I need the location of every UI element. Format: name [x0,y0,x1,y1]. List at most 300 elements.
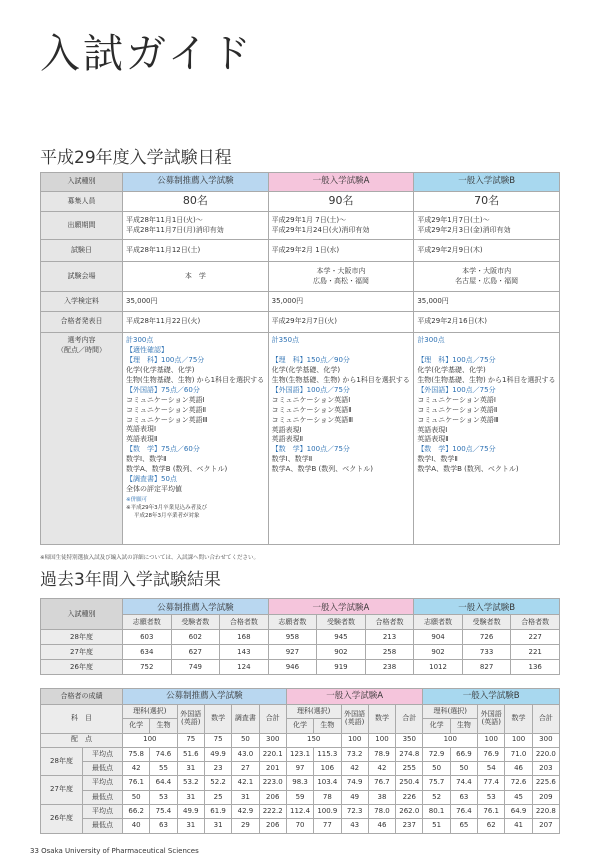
result-value: 168 [220,630,269,645]
avg-value: 78.0 [368,805,395,819]
foreign-line: 外国語 [480,710,502,719]
min-value: 31 [204,819,231,833]
avg-value: 74.6 [150,747,177,761]
result-value: 752 [123,660,172,675]
avg-value: 72.9 [423,747,450,761]
period-end: 平成28年11月7日(月)消印有効 [126,225,224,234]
exam-fee: 35,000円 [268,292,414,312]
year-label: 26年度 [41,805,83,834]
result-value: 733 [462,645,511,660]
foreign-lang [478,705,505,734]
subject-line: 生物(生物基礎、生物) から1科目を選択する [126,375,265,384]
table-row [41,660,560,675]
exam-venue [268,262,414,292]
subject-line: コミュニケーション英語Ⅰ [126,395,205,404]
results-table [40,598,560,675]
min-value: 42 [123,762,150,776]
math-heading: 【数 学】100点／75分 [271,445,350,454]
min-value: 63 [450,790,477,804]
subheader: 志願者数 [123,615,172,630]
col-header-ippan-a: 一般入学試験A [268,173,414,192]
min-value: 45 [505,790,532,804]
subheader: 受験者数 [317,615,366,630]
content-ippan-b [414,333,560,545]
min-value: 31 [177,762,204,776]
avg-value: 80.1 [423,805,450,819]
exam-date: 平成29年2月9日(木) [414,240,560,262]
subject-line: 数学A、数学B (数列、ベクトル) [417,465,519,474]
avg-value: 71.0 [505,747,532,761]
min-value: 78 [314,790,341,804]
subject-line: 数学A、数学B (数列、ベクトル) [126,465,228,474]
subject-line: 英語表現Ⅱ [417,435,449,444]
schedule-heading: 平成29年度入学試験日程 [40,148,232,168]
exam-venue [414,262,560,292]
avg-value: 222.2 [259,805,286,819]
min-value: 226 [396,790,423,804]
min-value: 42 [368,762,395,776]
row-label: 出願期間 [41,212,123,240]
foreign-line: 外国語 [344,710,366,719]
avg-value: 220.0 [532,747,559,761]
result-value: 124 [220,660,269,675]
subject-line: 生物(生物基礎、生物) から1科目を選択する [271,375,410,384]
min-value: 52 [423,790,450,804]
result-value: 634 [123,645,172,660]
col-header-ippan-a: 一般入学試験A [268,599,414,615]
subheader: 合格者数 [365,615,414,630]
min-value: 31 [177,790,204,804]
min-value: 63 [150,819,177,833]
year-label: 28年度 [41,630,123,645]
min-value: 46 [368,819,395,833]
result-value: 1012 [414,660,463,675]
announce-date: 平成28年11月22日(火) [123,312,269,333]
alloc-value: 100 [505,733,532,747]
result-value: 143 [220,645,269,660]
result-value: 958 [268,630,317,645]
avg-value: 100.9 [314,805,341,819]
subject-line: コミュニケーション英語Ⅱ [126,405,207,414]
alloc-value: 150 [286,733,341,747]
subject-line: コミュニケーション英語Ⅰ [271,395,351,404]
chem-col: 化学 [123,719,150,733]
row-label-content [41,333,123,545]
page-title: 入試ガイド [40,31,254,77]
avg-value: 42.1 [232,776,259,790]
total-col: 合計 [259,705,286,734]
subject-line: 全体の評定平均値 [126,485,182,494]
result-value: 227 [511,630,560,645]
avg-value: 49.9 [204,747,231,761]
math-heading: 【数 学】75点／60分 [126,445,200,454]
science-heading: 【理 科】150点／90分 [271,355,350,364]
subject-line: 英語表現Ⅱ [126,435,158,444]
result-value: 136 [511,660,560,675]
subject-line: 数学Ⅰ、数学Ⅱ [126,455,167,464]
min-value: 207 [532,819,559,833]
col-header-ippan-b: 一般入学試験B [414,173,560,192]
min-value: 54 [478,762,505,776]
table-row [41,805,560,819]
min-value: 62 [478,819,505,833]
avg-value: 52.2 [204,776,231,790]
rika-select: 理科(選択) [286,705,341,719]
avg-value: 76.7 [368,776,395,790]
schedule-table [40,172,560,545]
exam-date: 平成29年2月 1日(水) [268,240,414,262]
min-value: 50 [123,790,150,804]
avg-value: 76.4 [450,805,477,819]
result-value: 213 [365,630,414,645]
exam-fee: 35,000円 [414,292,560,312]
col-header-ippan-b: 一般入学試験B [414,599,560,615]
scores-corner: 合格者の成績 [41,689,123,705]
min-value: 70 [286,819,313,833]
avg-value: 73.2 [341,747,368,761]
subject-line: 化学(化学基礎、化学) [417,365,486,374]
avg-label: 平均点 [83,776,123,790]
alloc-value: 75 [177,733,204,747]
min-value: 25 [204,790,231,804]
min-value: 49 [341,790,368,804]
result-value: 946 [268,660,317,675]
table-row [41,762,560,776]
application-period [414,212,560,240]
alloc-value: 100 [123,733,178,747]
avg-value: 98.3 [286,776,313,790]
content-sublabel: （配点／時間） [57,345,106,354]
bio-col: 生物 [450,719,477,733]
subject-line: 数学A、数学B (数列、ベクトル) [271,465,373,474]
min-value: 97 [286,762,313,776]
avg-value: 76.9 [478,747,505,761]
chem-col: 化学 [286,719,313,733]
avg-value: 78.9 [368,747,395,761]
result-value: 238 [365,660,414,675]
min-value: 46 [505,762,532,776]
row-label: 募集人員 [41,192,123,212]
content-label: 選考内容 [67,336,96,344]
min-label: 最低点 [83,819,123,833]
avg-value: 64.4 [150,776,177,790]
table-row [41,790,560,804]
subject-line: コミュニケーション英語Ⅲ [417,415,499,424]
min-value: 203 [532,762,559,776]
result-value: 902 [317,645,366,660]
capacity-value: 90名 [268,192,414,212]
alloc-value: 300 [259,733,286,747]
subheader: 受験者数 [171,615,220,630]
min-value: 255 [396,762,423,776]
avg-value: 76.1 [123,776,150,790]
period-start: 平成29年1月7日(土)～ [417,216,490,225]
avg-value: 115.3 [314,747,341,761]
subheader: 合格者数 [511,615,560,630]
avg-value: 75.4 [150,805,177,819]
subject-line: 英語表現Ⅰ [271,425,302,434]
avg-value: 223.0 [259,776,286,790]
chem-col: 化学 [423,719,450,733]
min-value: 201 [259,762,286,776]
row-label: 合格者発表日 [41,312,123,333]
row-label: 入学検定料 [41,292,123,312]
science-heading: 【理 科】100点／75分 [126,355,205,364]
rika-select: 理科(選択) [123,705,178,719]
avg-value: 274.8 [396,747,423,761]
total-score: 計350点 [271,336,300,344]
year-label: 27年度 [41,776,83,805]
min-value: 206 [259,790,286,804]
min-value: 41 [505,819,532,833]
avg-value: 75.8 [123,747,150,761]
result-value: 945 [317,630,366,645]
alloc-value: 75 [204,733,231,747]
min-value: 237 [396,819,423,833]
min-value: 55 [150,762,177,776]
condition-note: ※平成29年3月卒業見込み者及び [126,504,208,511]
venue-line: 本学・大阪市内 [462,267,512,276]
alloc-value: 100 [368,733,395,747]
venue-line: 広島・高松・福岡 [312,276,369,285]
survey-heading: 【調査書】50点 [126,475,177,484]
min-value: 31 [177,819,204,833]
subject-line: コミュニケーション英語Ⅲ [126,415,208,424]
total-col: 合計 [532,705,559,734]
scores-table [40,688,560,834]
year-label: 27年度 [41,645,123,660]
alloc-value: 100 [423,733,478,747]
rika-select: 理科(選択) [423,705,478,719]
min-value: 38 [368,790,395,804]
aptitude-heading: 【適性確認】 [126,345,168,354]
col-header-suisen: 公募制推薦入学試験 [123,689,287,705]
avg-label: 平均点 [83,747,123,761]
subject-line: コミュニケーション英語Ⅲ [271,415,354,424]
exam-fee: 35,000円 [123,292,269,312]
avg-value: 77.4 [478,776,505,790]
math-col: 数学 [204,705,231,734]
year-label: 26年度 [41,660,123,675]
result-value: 221 [511,645,560,660]
avg-value: 103.4 [314,776,341,790]
subject-line: 英語表現Ⅱ [271,435,304,444]
period-end: 平成29年1月24日(火)消印有効 [271,225,370,234]
bio-col: 生物 [150,719,177,733]
table-row [41,630,560,645]
total-score: 計300点 [126,336,154,344]
min-label: 最低点 [83,790,123,804]
foreign-lang [177,705,204,734]
content-suisen [123,333,269,545]
avg-value: 74.9 [341,776,368,790]
year-label: 28年度 [41,747,83,776]
col-header-ippan-b: 一般入学試験B [423,689,560,705]
result-value: 904 [414,630,463,645]
avg-value: 250.4 [396,776,423,790]
foreign-line: (英語) [344,717,365,726]
avg-value: 66.9 [450,747,477,761]
schedule-note: ※帰国生徒特別選抜入試及び編入試の詳細については、入試課へ問い合わせてください。 [40,555,260,561]
min-value: 65 [450,819,477,833]
scores-body [41,747,560,833]
min-value: 43 [341,819,368,833]
english-heading: 【外国語】75点／60分 [126,385,200,394]
subject-line: 数学Ⅰ、数学Ⅱ [417,455,458,464]
alloc-value: 50 [232,733,259,747]
table-row [41,776,560,790]
min-value: 50 [450,762,477,776]
announce-date: 平成29年2月7日(火) [268,312,414,333]
subject-line: 化学(化学基礎、化学) [126,365,195,374]
min-value: 53 [478,790,505,804]
min-value: 59 [286,790,313,804]
alloc-label: 配 点 [41,733,123,747]
result-value: 627 [171,645,220,660]
alloc-value: 100 [478,733,505,747]
capacity-value: 70名 [414,192,560,212]
row-label: 試験会場 [41,262,123,292]
subject-line: 生物(生物基礎、生物) から1科目を選択する [417,375,556,384]
min-value: 29 [232,819,259,833]
condition-note: ※併願可 [126,497,148,503]
subject-line: 化学(化学基礎、化学) [271,365,341,374]
min-value: 27 [232,762,259,776]
page-footer: 33 Osaka University of Pharmaceutical Sciences [30,847,199,855]
result-value: 258 [365,645,414,660]
period-start: 平成29年1月 7日(土)～ [271,216,347,225]
result-value: 927 [268,645,317,660]
science-heading: 【理 科】100点／75分 [417,355,496,364]
subject-label: 科 目 [41,705,123,734]
exam-date: 平成28年11月12日(土) [123,240,269,262]
avg-value: 61.9 [204,805,231,819]
math-heading: 【数 学】100点／75分 [417,445,496,454]
english-heading: 【外国語】100点／75分 [271,385,350,394]
min-value: 40 [123,819,150,833]
min-value: 50 [423,762,450,776]
avg-value: 72.6 [505,776,532,790]
venue-line: 名古屋・広島・福岡 [455,276,519,285]
alloc-value: 350 [396,733,423,747]
min-value: 209 [532,790,559,804]
capacity-value: 80名 [123,192,269,212]
subject-line: 数学Ⅰ、数学Ⅱ [271,455,313,464]
row-label: 試験日 [41,240,123,262]
result-value: 749 [171,660,220,675]
col-header-ippan-a: 一般入学試験A [286,689,423,705]
survey-col: 調査書 [232,705,259,734]
avg-value: 123.1 [286,747,313,761]
subject-line: コミュニケーション英語Ⅱ [271,405,352,414]
result-value: 902 [414,645,463,660]
avg-value: 49.9 [177,805,204,819]
period-end: 平成29年2月3日(金)消印有効 [417,225,511,234]
subheader: 合格者数 [220,615,269,630]
total-score: 計300点 [417,336,445,344]
min-value: 51 [423,819,450,833]
table-row [41,747,560,761]
avg-value: 225.6 [532,776,559,790]
announce-date: 平成29年2月16日(木) [414,312,560,333]
min-value: 53 [150,790,177,804]
avg-value: 112.4 [286,805,313,819]
results-body [41,630,560,675]
schedule-corner: 入試種別 [41,173,123,192]
venue-line: 本学・大阪市内 [316,267,366,276]
min-value: 23 [204,762,231,776]
avg-value: 64.9 [505,805,532,819]
math-col: 数学 [368,705,395,734]
result-value: 919 [317,660,366,675]
avg-value: 43.0 [232,747,259,761]
content-ippan-a [268,333,414,545]
avg-value: 220.8 [532,805,559,819]
avg-value: 262.0 [396,805,423,819]
result-value: 602 [171,630,220,645]
avg-value: 51.6 [177,747,204,761]
alloc-value: 300 [532,733,559,747]
table-row [41,645,560,660]
avg-value: 42.9 [232,805,259,819]
condition-note: 平成28年3月卒業者が対象 [134,512,200,519]
foreign-line: (英語) [181,717,201,726]
foreign-lang [341,705,368,734]
avg-value: 74.4 [450,776,477,790]
avg-value: 220.1 [259,747,286,761]
min-value: 206 [259,819,286,833]
subject-line: コミュニケーション英語Ⅰ [417,395,496,404]
results-corner: 入試種別 [41,599,123,630]
period-start: 平成28年11月1日(火)～ [126,216,203,225]
application-period [268,212,414,240]
application-period [123,212,269,240]
table-row [41,819,560,833]
min-value: 106 [314,762,341,776]
col-header-suisen: 公募制推薦入学試験 [123,173,269,192]
min-value: 77 [314,819,341,833]
bio-col: 生物 [314,719,341,733]
subject-line: 英語表現Ⅰ [126,425,157,434]
foreign-line: 外国語 [180,710,202,719]
subject-line: コミュニケーション英語Ⅱ [417,405,498,414]
avg-value: 76.1 [478,805,505,819]
avg-value: 72.3 [341,805,368,819]
min-value: 42 [341,762,368,776]
subheader: 志願者数 [268,615,317,630]
min-value: 31 [232,790,259,804]
math-col: 数学 [505,705,532,734]
result-value: 827 [462,660,511,675]
avg-value: 53.2 [177,776,204,790]
result-value: 726 [462,630,511,645]
total-col: 合計 [396,705,423,734]
exam-venue: 本 学 [123,262,269,292]
avg-value: 66.2 [123,805,150,819]
results-heading: 過去3年間入学試験結果 [40,570,221,590]
result-value: 603 [123,630,172,645]
subheader: 受験者数 [462,615,511,630]
col-header-suisen: 公募制推薦入学試験 [123,599,269,615]
foreign-line: (英語) [481,717,501,726]
english-heading: 【外国語】100点／75分 [417,385,496,394]
subheader: 志願者数 [414,615,463,630]
avg-value: 75.7 [423,776,450,790]
avg-label: 平均点 [83,805,123,819]
subject-line: 英語表現Ⅰ [417,425,448,434]
alloc-value: 100 [341,733,368,747]
min-label: 最低点 [83,762,123,776]
